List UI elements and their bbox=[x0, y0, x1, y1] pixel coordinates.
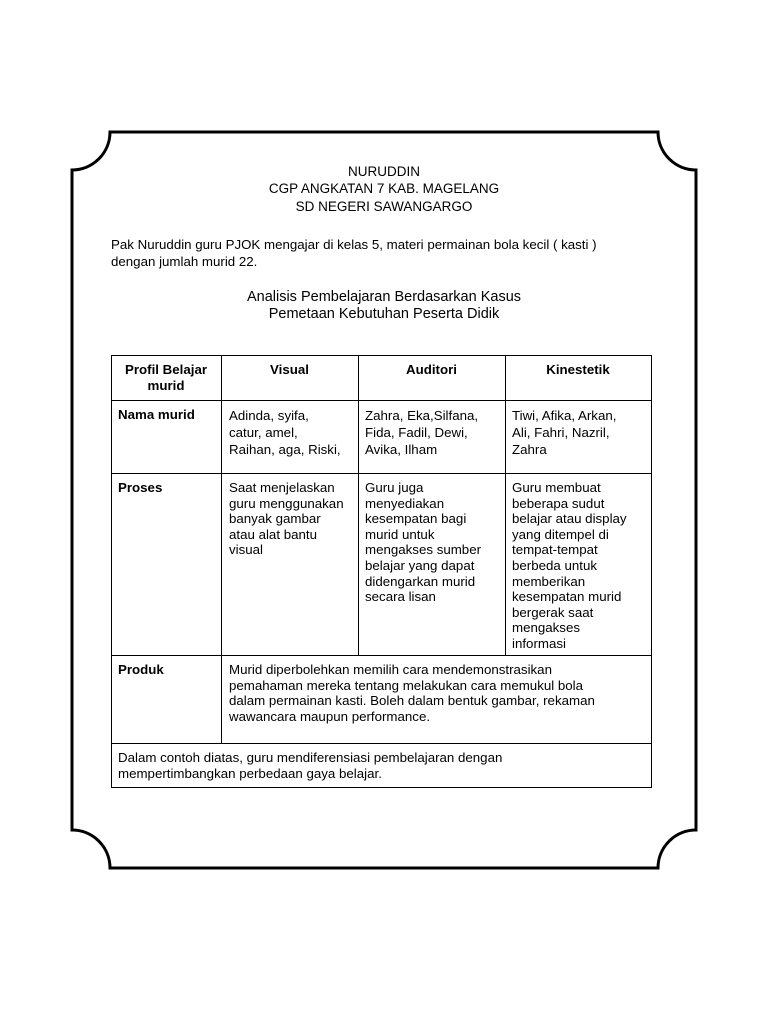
row-label-names: Nama murid bbox=[118, 407, 195, 422]
header-visual: Visual bbox=[270, 362, 309, 377]
document-title: Analisis Pembelajaran Berdasarkan Kasus bbox=[246, 289, 522, 305]
header-auditory: Auditori bbox=[406, 362, 457, 377]
row-label-product: Produk bbox=[118, 662, 164, 677]
intro-line: dengan jumlah murid 22. bbox=[111, 254, 258, 269]
names-auditory: Zahra, Eka,Silfana, Fida, Fadil, Dewi, Avika, Ilham bbox=[365, 408, 479, 457]
names-visual: Adinda, syifa, catur, amel, Raihan, aga, Riski, bbox=[229, 408, 341, 457]
row-label-process: Proses bbox=[118, 480, 163, 495]
header-kinesthetic: Kinestetik bbox=[546, 362, 610, 377]
school-name: SD NEGERI SAWANGARGO bbox=[295, 199, 473, 214]
program-batch: CGP ANGKATAN 7 KAB. MAGELANG bbox=[268, 181, 500, 196]
process-kinesthetic: Guru membuat beberapa sudut belajar atau display yang ditempel di tempat-tempat berbeda untuk memberikan kesempatan murid bergerak saat mengakses informasi bbox=[512, 480, 627, 651]
conclusion-text: Dalam contoh diatas, guru mendiferensiasi pembelajaran dengan mempertimbangkan perbedaan gaya belajar. bbox=[118, 750, 503, 781]
process-auditory: Guru juga menyediakan kesempatan bagi murid untuk mengakses sumber belajar yang dapat didengarkan murid secara lisan bbox=[365, 480, 482, 605]
intro-line: Pak Nuruddin guru PJOK mengajar di kelas 5, materi permainan bola kecil ( kasti ) bbox=[111, 237, 597, 252]
product-text: Murid diperbolehkan memilih cara mendemonstrasikan pemahaman mereka tentang melakukan cara memukul bola dalam permainan kasti. Boleh dalam bentuk gambar, rekaman wawancara maupun performance. bbox=[229, 662, 595, 724]
header-profile: Profil Belajar murid bbox=[124, 362, 208, 393]
author-name: NURUDDIN bbox=[348, 164, 420, 179]
process-visual: Saat menjelaskan guru menggunakan banyak gambar atau alat bantu visual bbox=[229, 480, 344, 558]
names-kinesthetic: Tiwi, Afika, Arkan, Ali, Fahri, Nazril, Zahra bbox=[512, 408, 617, 457]
document-subtitle: Pemetaan Kebutuhan Peserta Didik bbox=[268, 306, 500, 322]
intro-paragraph bbox=[111, 236, 651, 270]
